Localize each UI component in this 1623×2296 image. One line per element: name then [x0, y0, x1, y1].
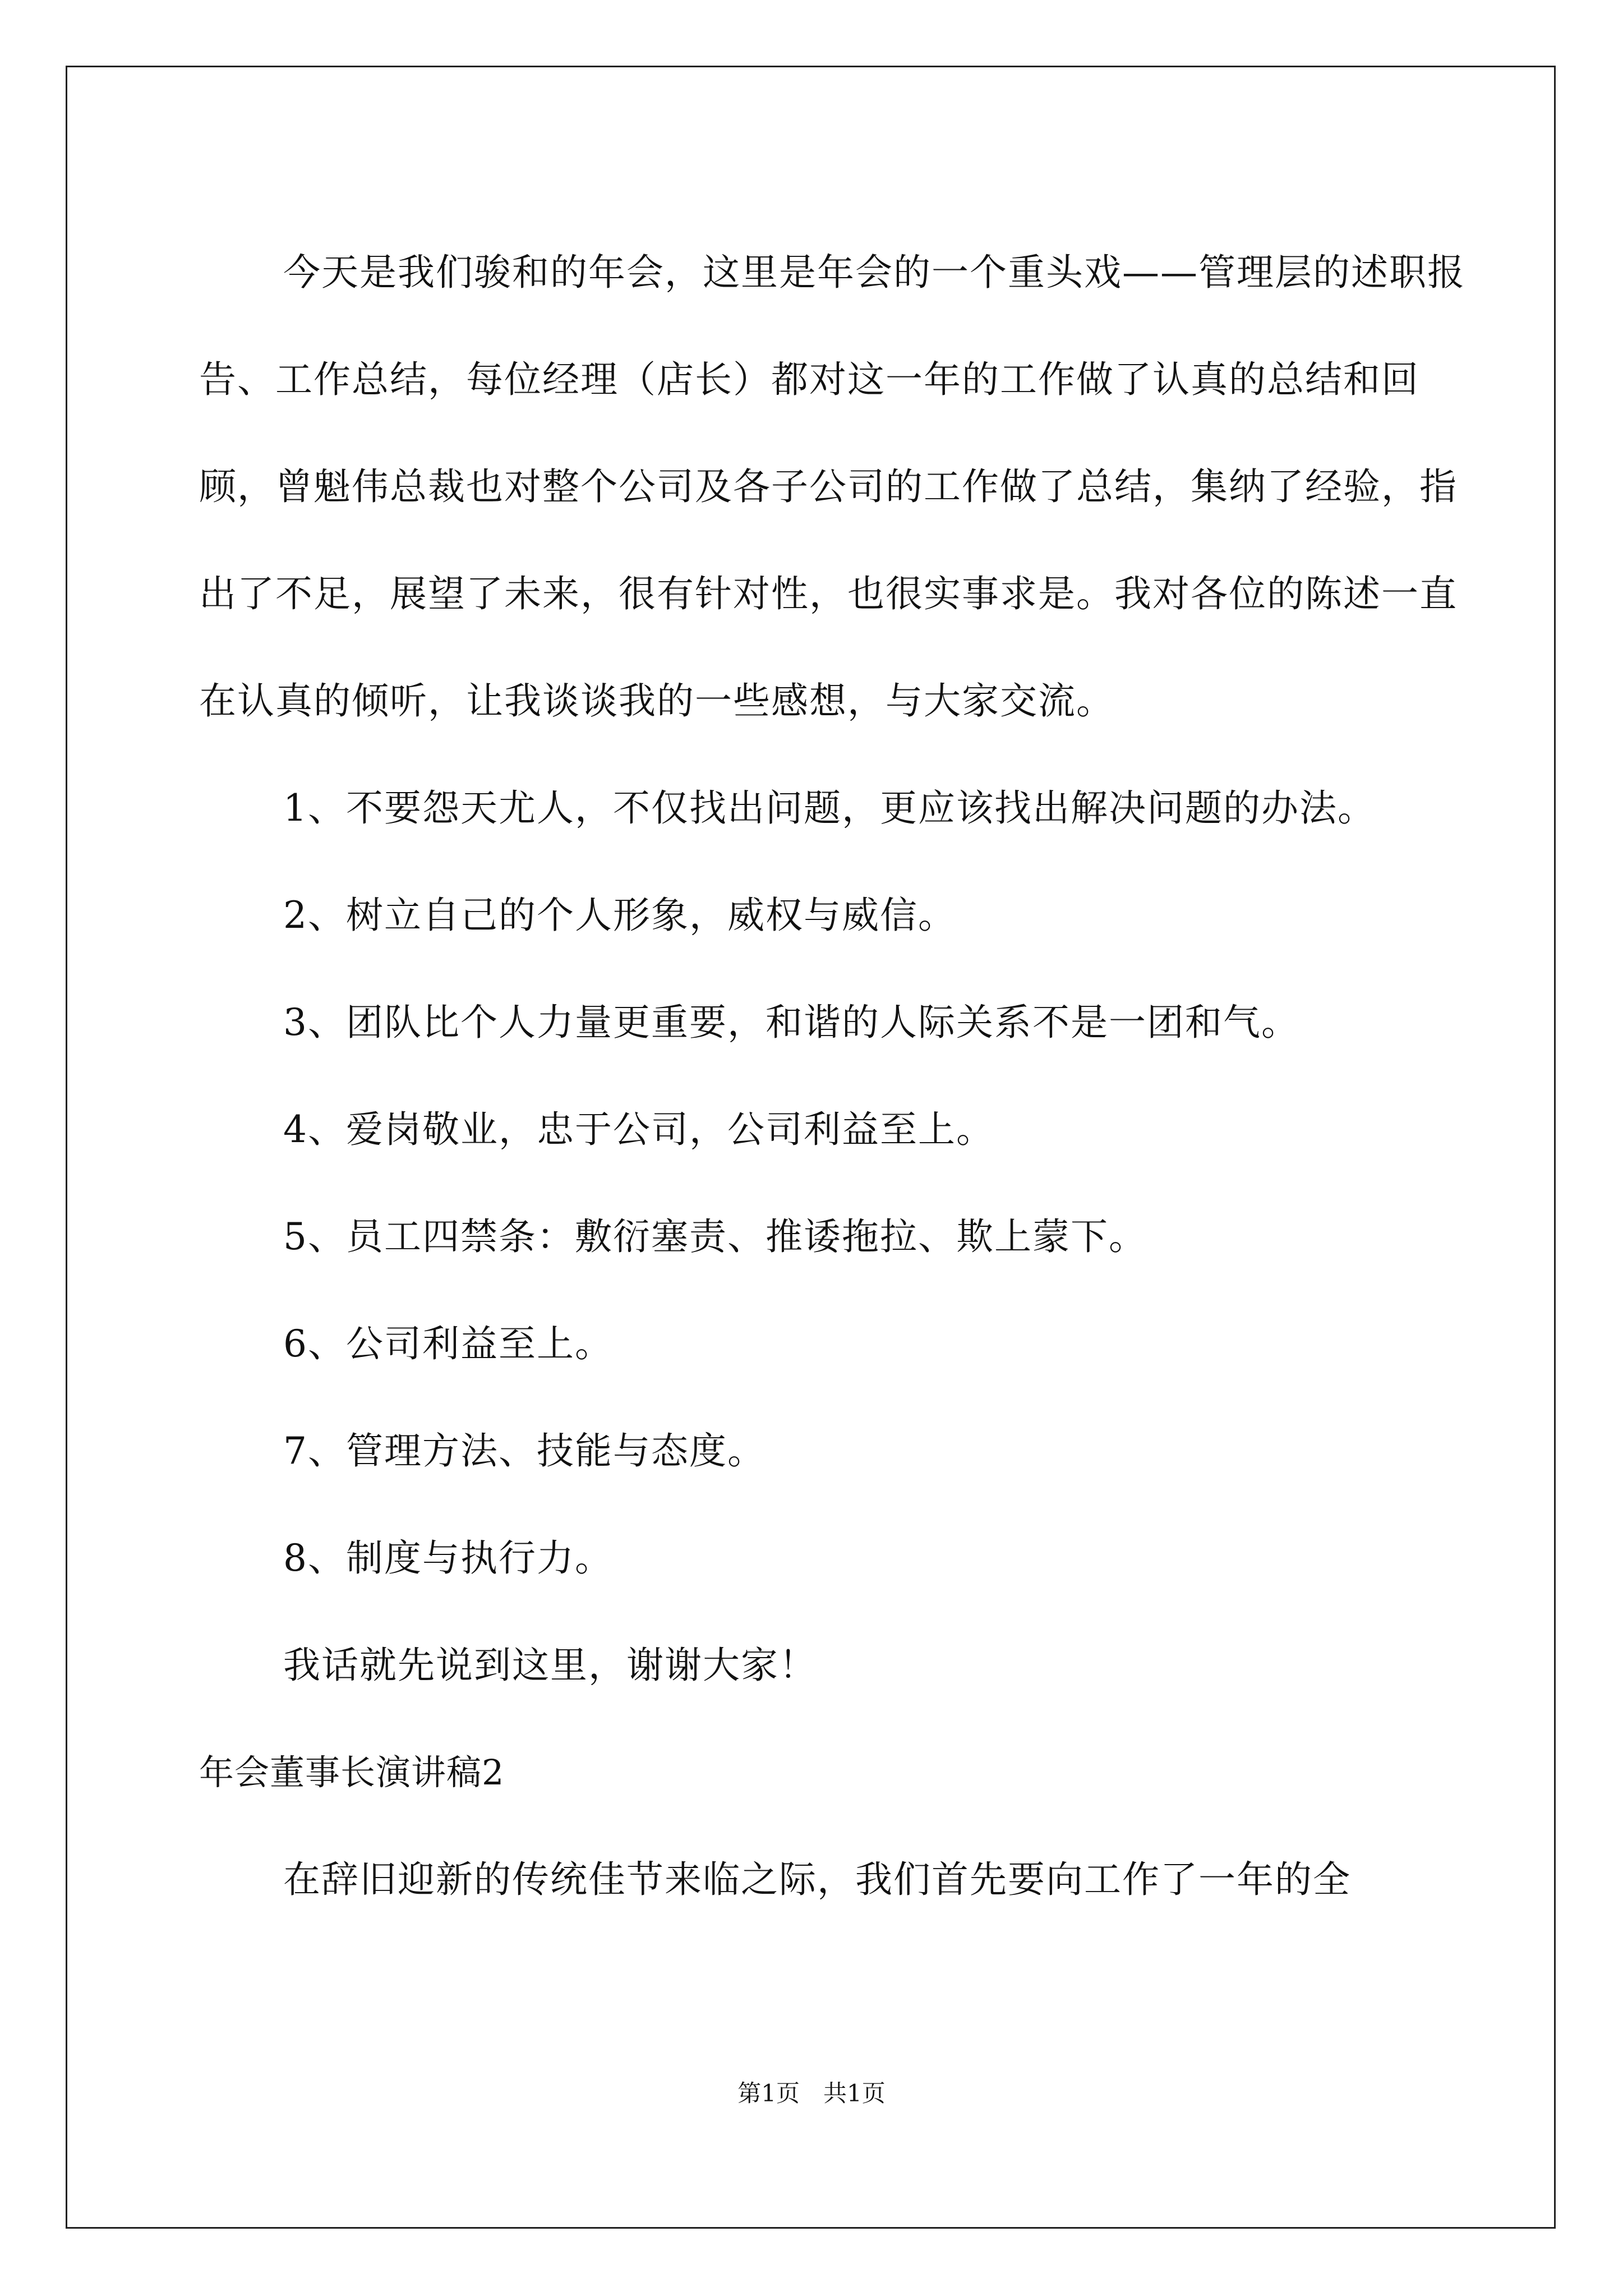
section-heading: 年会董事长演讲稿2 — [199, 1752, 505, 1793]
list-item: 4、爱岗敬业，忠于公司，公司利益至上。 — [283, 1108, 994, 1151]
document-body — [199, 219, 1469, 1933]
page-footer: 第1页 共1页 — [737, 2079, 886, 2107]
intro-paragraph: 今天是我们骏和的年会，这里是年会的一个重头戏——管理层的述职报告、工作总结，每位经理（店长）都对这一年的工作做了认真的总结和回顾，曾魁伟总裁也对整个公司及各子公司的工作做了总结，集纳了经验，指出了不足，展望了未来，很有针对性，也很实事求是。我对各位的陈述一直在认真的倾听，让我谈谈我的一些感想，与大家交流。 — [199, 251, 1465, 723]
next-paragraph: 在辞旧迎新的传统佳节来临之际，我们首先要向工作了一年的全 — [283, 1858, 1351, 1901]
list-item: 8、制度与执行力。 — [283, 1536, 613, 1580]
list-item: 7、管理方法、技能与态度。 — [283, 1429, 766, 1473]
list-item: 2、树立自己的个人形象，威权与威信。 — [283, 894, 956, 937]
list-item: 3、团队比个人力量更重要，和谐的人际关系不是一团和气。 — [283, 1001, 1299, 1044]
list-item: 1、不要怨天尤人，不仅找出问题，更应该找出解决问题的办法。 — [283, 786, 1376, 830]
closing-paragraph: 我话就先说到这里，谢谢大家！ — [283, 1644, 817, 1687]
list-item: 6、公司利益至上。 — [283, 1322, 613, 1365]
list-item: 5、员工四禁条：敷衍塞责、推诿拖拉、欺上蒙下。 — [283, 1215, 1147, 1258]
